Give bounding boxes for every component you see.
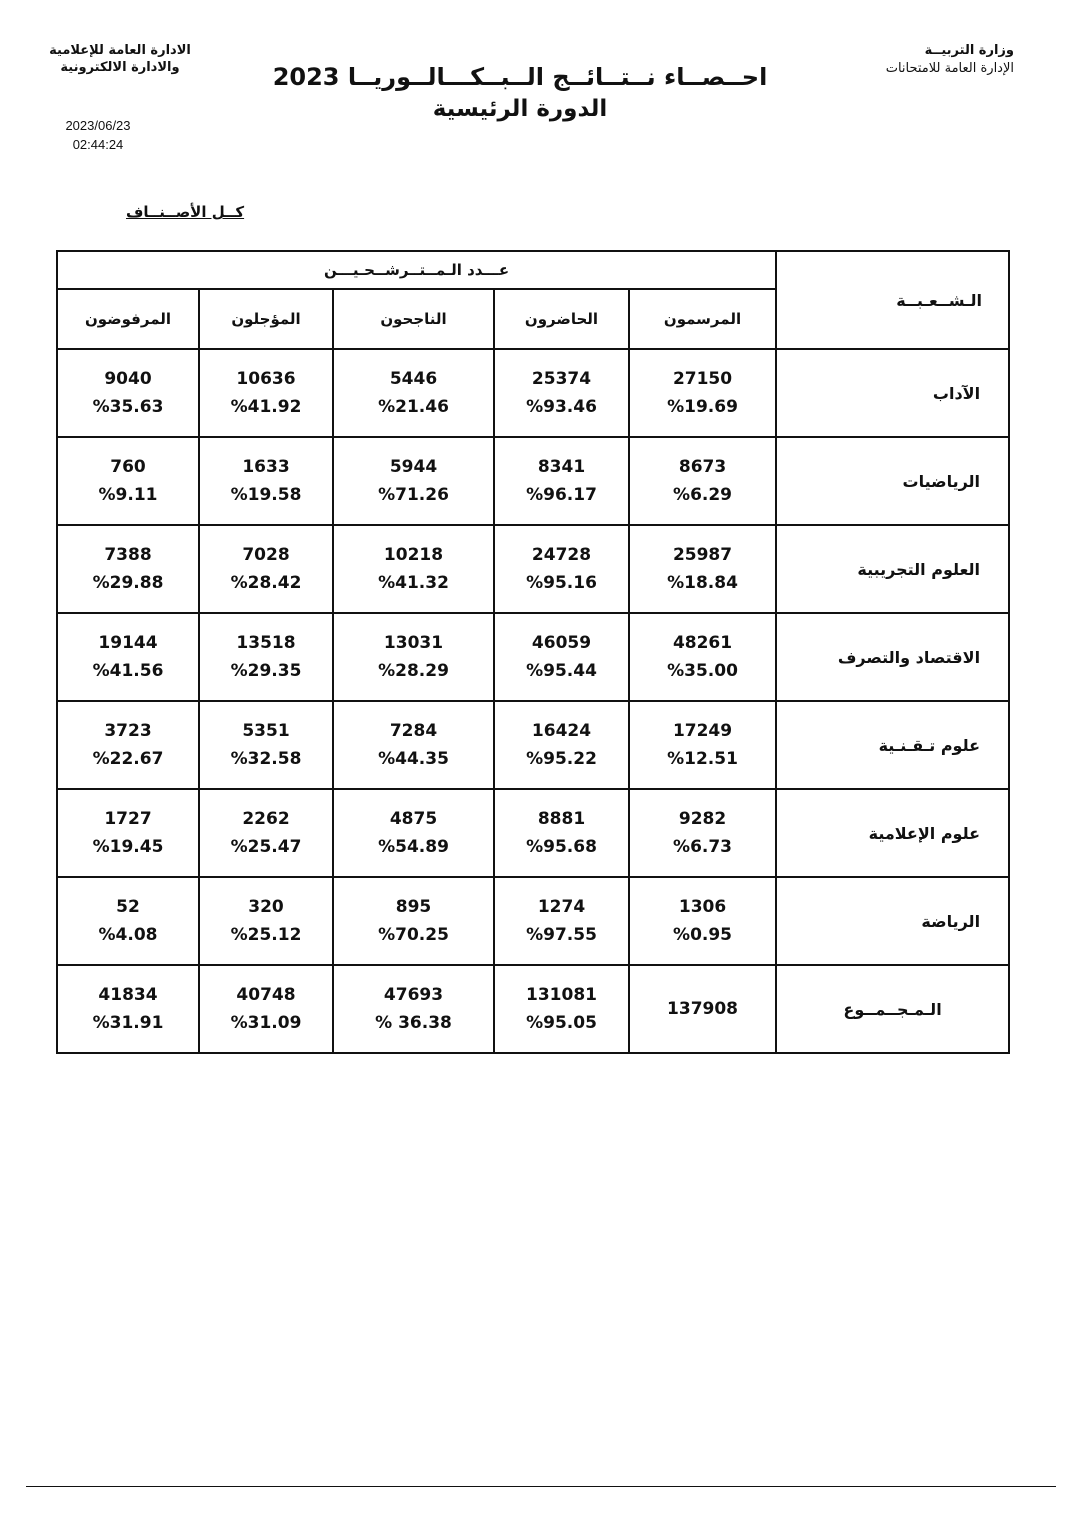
branch-name: علوم تـقـنـية [776,701,1009,789]
print-time: 02:44:24 [72,137,124,152]
branch-name: الرياضيات [776,437,1009,525]
table-row [57,613,1009,701]
admin-header [40,42,200,76]
cell-registered: 9282 %6.73 [629,789,776,877]
cell-registered: 1306 %0.95 [629,877,776,965]
footer-divider [26,1486,1056,1487]
cell-rejected: 9040 %35.63 [57,349,199,437]
col-header-deferred: المؤجلون [199,289,333,349]
admin-line-1: الادارة العامة للإعلامية [49,43,191,58]
cell-rejected: 760 %9.11 [57,437,199,525]
cell-rejected: 19144 %41.56 [57,613,199,701]
cell-deferred: 5351 %32.58 [199,701,333,789]
results-table [56,250,1010,1054]
branch-name: الرياضة [776,877,1009,965]
cell-present: 46059 %95.44 [494,613,629,701]
cell-rejected: 3723 %22.67 [57,701,199,789]
print-date: 2023/06/23 [65,118,131,133]
cell-registered: 27150 %19.69 [629,349,776,437]
cell-present: 8341 %96.17 [494,437,629,525]
cell-rejected: 1727 %19.45 [57,789,199,877]
ministry-header [886,42,1014,78]
total-passed: 47693 % 36.38 [333,965,494,1053]
cell-passed: 7284 %44.35 [333,701,494,789]
col-header-rejected: المرفوضون [57,289,199,349]
document-title [260,60,780,124]
total-deferred: 40748 %31.09 [199,965,333,1053]
cell-deferred: 10636 %41.92 [199,349,333,437]
title-main: احــصــاء نــتــائــج الــبــكـــالــوريــا 2023 [272,63,768,91]
table-row [57,437,1009,525]
branch-name: العلوم التجريبية [776,525,1009,613]
cell-present: 24728 %95.16 [494,525,629,613]
admin-line-2: والادارة الالكترونية [60,60,180,75]
cell-passed: 895 %70.25 [333,877,494,965]
col-header-registered: المرسمون [629,289,776,349]
total-rejected: 41834 %31.91 [57,965,199,1053]
cell-registered: 8673 %6.29 [629,437,776,525]
table-row [57,525,1009,613]
cell-deferred: 320 %25.12 [199,877,333,965]
total-registered: 137908 [629,965,776,1053]
timestamp [50,116,146,154]
cell-present: 16424 %95.22 [494,701,629,789]
col-header-passed: الناجحون [333,289,494,349]
category-label: كــل الأصــنــاف [126,203,245,221]
table-row [57,877,1009,965]
cell-present: 25374 %93.46 [494,349,629,437]
branch-name: علوم الإعلامية [776,789,1009,877]
candidates-group-header: عـــدد الـمــتــرشــحـيـــن [57,251,776,289]
table-row [57,789,1009,877]
branch-name: الاقتصاد والتصرف [776,613,1009,701]
ministry-name: وزارة التربيــة [924,43,1014,58]
table-row [57,701,1009,789]
cell-rejected: 7388 %29.88 [57,525,199,613]
cell-deferred: 1633 %19.58 [199,437,333,525]
total-row [57,965,1009,1053]
cell-rejected: 52 %4.08 [57,877,199,965]
cell-registered: 25987 %18.84 [629,525,776,613]
title-session: الدورة الرئيسية [432,96,608,122]
cell-passed: 13031 %28.29 [333,613,494,701]
branch-name: الآداب [776,349,1009,437]
cell-deferred: 7028 %28.42 [199,525,333,613]
cell-deferred: 13518 %29.35 [199,613,333,701]
branch-column-header: الـشــعـبــة [776,251,1009,349]
cell-present: 8881 %95.68 [494,789,629,877]
table-row [57,349,1009,437]
cell-present: 1274 %97.55 [494,877,629,965]
cell-registered: 17249 %12.51 [629,701,776,789]
cell-passed: 10218 %41.32 [333,525,494,613]
cell-passed: 5944 %71.26 [333,437,494,525]
cell-passed: 4875 %54.89 [333,789,494,877]
cell-registered: 48261 %35.00 [629,613,776,701]
cell-deferred: 2262 %25.47 [199,789,333,877]
exams-department: الإدارة العامة للامتحانات [885,61,1014,76]
total-present: 131081 %95.05 [494,965,629,1053]
total-label: الـمـجــمــوع [776,965,1009,1053]
col-header-present: الحاضرون [494,289,629,349]
cell-passed: 5446 %21.46 [333,349,494,437]
